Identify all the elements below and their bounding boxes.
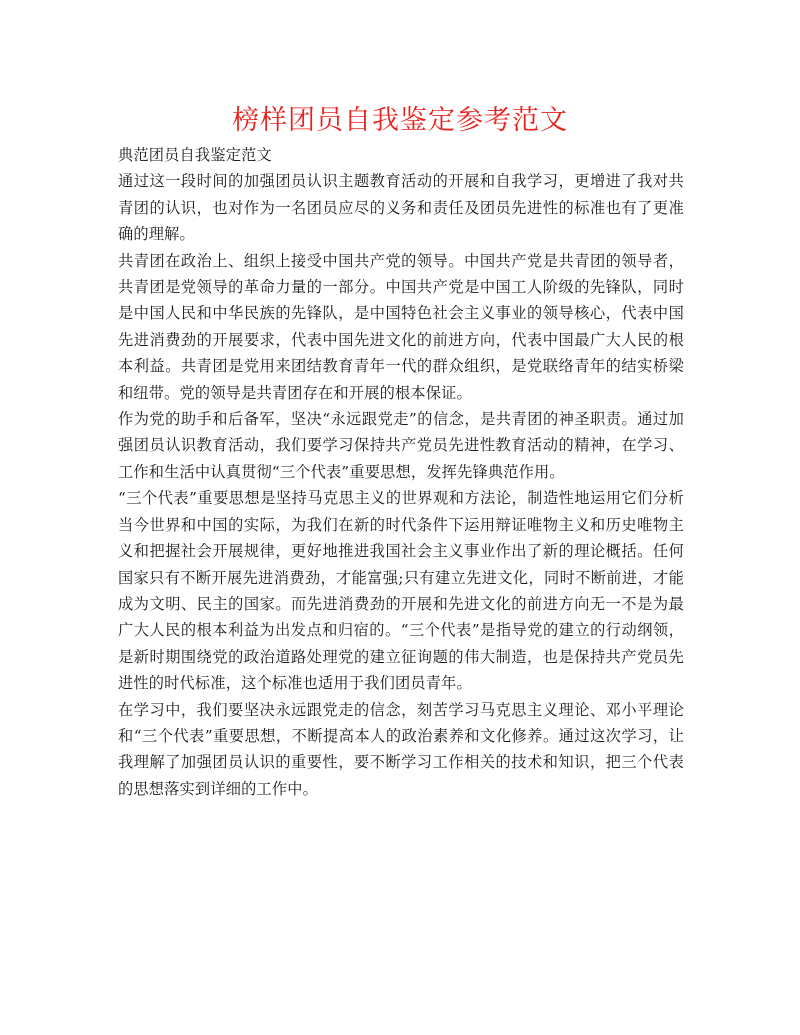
paragraph-4: “三个代表”重要思想是坚持马克思主义的世界观和方法论，制造性地运用它们分析当今世界和中国的实际，为我们在新的时代条件下运用辩证唯物主义和历史唯物主义和把握社会开展规律，更好地推进我国社会主义事业作出了新的理论概括。任何国家只有不断开展先进消费劲，才能富强;只有建立先进文化，同时不断前进，才能成为文明、民主的国家。而先进消费劲的开展和先进文化的前进方向无一不是为最广大人民的根本利益为出发点和归宿的。“三个代表”是指导党的建立的行动纲领，是新时期围绕党的政治道路处理党的建立征询题的伟大制造，也是保持共产党员先进性的时代标准，这个标准也适用于我们团员青年。 <box>118 489 684 693</box>
paragraph-1: 通过这一段时间的加强团员认识主题教育活动的开展和自我学习，更增进了我对共青团的认识，也对作为一名团员应尽的义务和责任及团员先进性的标准也有了更准确的理解。 <box>118 172 684 244</box>
document-title: 榜样团员自我鉴定参考范文 <box>232 105 568 136</box>
paragraph-2: 共青团在政治上、组织上接受中国共产党的领导。中国共产党是共青团的领导者，共青团是党领导的革命力量的一部分。中国共产党是中国工人阶级的先锋队，同时是中国人民和中华民族的先锋队，是中国特色社会主义事业的领导核心，代表中国先进消费劲的开展要求，代表中国先进文化的前进方向，代表中国最广大人民的根本利益。共青团是党用来团结教育青年一代的群众组织，是党联络青年的结实桥梁和纽带。党的领导是共青团存在和开展的根本保证。 <box>118 251 684 402</box>
document-body <box>118 142 684 802</box>
paragraph-3: 作为党的助手和后备军，坚决“永远跟党走”的信念，是共青团的神圣职责。通过加强团员认识教育活动，我们要学习保持共产党员先进性教育活动的精神，在学习、工作和生活中认真贯彻“三个代表”重要思想，发挥先锋典范作用。 <box>118 410 684 481</box>
document-subtitle: 典范团员自我鉴定范文 <box>118 146 272 164</box>
paragraph-5: 在学习中，我们要坚决永远跟党走的信念，刻苦学习马克思主义理论、邓小平理论和“三个代表”重要思想，不断提高本人的政治素养和文化修养。通过这次学习，让我理解了加强团员认识的重要性，要不断学习工作相关的技术和知识，把三个代表的思想落实到详细的工作中。 <box>118 700 684 798</box>
